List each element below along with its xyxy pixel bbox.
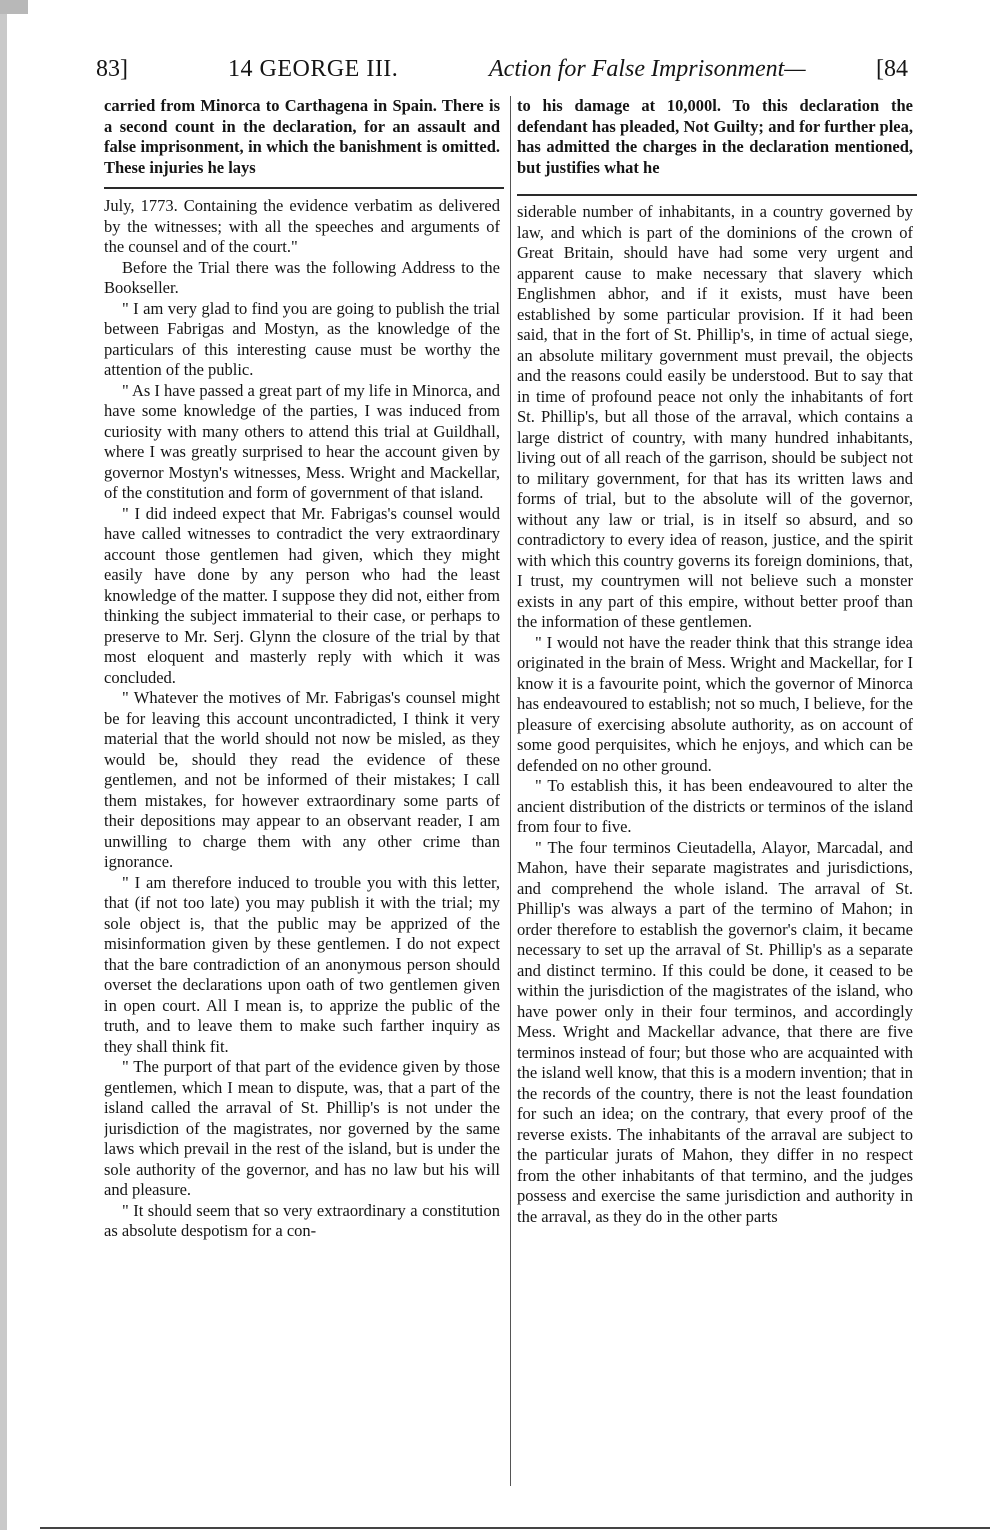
right-top-paragraph: to his damage at 10,000l. To this declaration the defendant has pleaded, Not Guilty; and for further plea, has admitted the charges in the declaration mentioned, but justifies what he xyxy=(517,96,913,177)
paragraph: Before the Trial there was the following Address to the Bookseller. xyxy=(104,257,500,297)
left-column-body xyxy=(104,196,500,1466)
column-divider xyxy=(510,96,511,1486)
paragraph: " As I have passed a great part of my life in Minorca, and have some knowledge of the parties, I was induced from curiosity with many others to attend this trial at Guildhall, where I was greatly surprised to hear the account given by governor Mostyn's witnesses, Mess. Wright and Mackellar, of the constitution and form of government of that island. xyxy=(104,380,500,502)
paragraph: " I did indeed expect that Mr. Fabrigas's counsel would have called witnesses to contradict the very extraordinary account those gentlemen had given, which they might easily have done by any person who had the least knowledge of the matter. I suppose they did not, either from thinking the subject immaterial to their case, or perhaps to preserve to Mr. Serj. Glynn the closure of the trial by that most eloquent and masterly reply with which it was concluded. xyxy=(104,503,500,687)
right-column-body xyxy=(517,202,913,1466)
right-column-top xyxy=(517,96,913,180)
scan-edge-bottom xyxy=(40,1527,990,1529)
paragraph: " Whatever the motives of Mr. Fabrigas's counsel might be for leaving this account uncontradicted, I think it very material that the world should not now be misled, as they would be, should they read the evidence of these gentlemen, and not be informed of their mistakes; I call them mistakes, for however extraordinary some parts of their depositions may appear to an observant reader, I am unwilling to charge them with any other crime than ignorance. xyxy=(104,688,500,871)
page-number-right: [84 xyxy=(876,56,908,82)
running-title: 14 GEORGE III. xyxy=(228,56,399,82)
scan-edge-left xyxy=(0,0,7,1530)
paragraph: " I am very glad to find you are going to publish the trial between Fabrigas and Mostyn, as the knowledge of the particulars of this interesting cause must be worthy the attention of the public. xyxy=(104,298,500,379)
running-head xyxy=(96,56,926,90)
left-column-top xyxy=(104,96,500,180)
paragraph: " I would not have the reader think that this strange idea originated in the brain of Mess. Wright and Mackellar, for I know it is a favourite point, which the governor of Minorca has endeavoured to establish; not so much, I believe, for the pleasure of exercising absolute authority, as on account of some good perquisites, which he enjoys, and which can be defended on no other ground. xyxy=(517,632,913,775)
paragraph: siderable number of inhabitants, in a country governed by law, and which is part of the dominions of the crown of Great Britain, should have had some very urgent and apparent cause to make necessary that slavery which Englishmen abhor, and if it exists, must have been established by some particular provision. If it had been said, that in the fort of St. Phillip's, in time of actual siege, an absolute military government must prevail, the objects and the reasons could easily be understood. But to say that in time of profound peace not only the inhabitants of fort St. Phillip's, but all those of the arraval, which contains a large district of country, with many hundred inhabitants, living out of all reach of the garrison, should be subject not to military government, for that has its written laws and forms of trial, but to the absolute will of the governor, without any law or trial, is in itself so absurd, and so contradictory to every idea of reason, justice, and the spirit with which this country governs its foreign dominions, that, I trust, my countrymen will not believe such a monster exists in any part of this empire, without better proof than the information of these gentlemen. xyxy=(517,202,913,631)
paragraph: " The four terminos Cieutadella, Alayor, Marcadal, and Mahon, have their separate magistrates and jurisdictions, and comprehend the whole island. The arraval of St. Phillip's was always a part of the termino of Mahon; in order therefore to establish the governor's claim, it became necessary to set up the arraval of St. Phillip's as a separate and distinct termino. If this could be done, it ceased to be within the jurisdiction of the magistrates of the island, who have power only in their four terminos, and accordingly Mess. Wright and Mackellar advance, that there are five terminos instead of four; but those who are acquainted with the island well know, that this is a modern invention; that in the records of the country, there is not the least foundation for such an idea; on the contrary, that every proof of the reverse exists. The inhabitants of the arraval are subject to the particular jurats of Mahon, they differ in no respect from the other inhabitants of that termino, and the judges possess and exercise the same jurisdiction and authority in the arraval, as they do in the other parts xyxy=(517,837,913,1226)
page-number-left: 83] xyxy=(96,56,128,82)
left-top-paragraph: carried from Minorca to Carthagena in Spain. There is a second count in the declaration, for an assault and false imprisonment, in which the banishment is omitted. These injuries he lays xyxy=(104,96,500,177)
running-subtitle: Action for False Imprisonment— xyxy=(489,56,806,82)
paragraph: July, 1773. Containing the evidence verbatim as delivered by the witnesses; with all the speeches and arguments of the counsel and of the court." xyxy=(104,196,500,256)
paragraph: " It should seem that so very extraordinary a constitution as absolute despotism for a con- xyxy=(104,1200,500,1240)
left-divider-rule xyxy=(104,187,504,189)
paragraph: " The purport of that part of the evidence given by those gentlemen, which I mean to dispute, was, that a part of the island called the arraval of St. Phillip's is not under the jurisdiction of the magistrates, nor governed by the same laws which prevail in the rest of the island, but is under the sole authority of the governor, and has no law but his will and pleasure. xyxy=(104,1057,500,1199)
paragraph: " To establish this, it has been endeavoured to alter the ancient distribution of the districts or terminos of the island from four to five. xyxy=(517,776,913,836)
scan-edge-top xyxy=(0,0,28,14)
paragraph: " I am therefore induced to trouble you with this letter, that (if not too late) you may publish it with the trial; my sole object is, that the public may be apprized of the misinformation given by these gentlemen. I do not expect that the bare contradiction of an anonymous person should overset the declarations upon oath of two gentlemen given in open court. All I mean is, to apprize the public of the truth, and to leave them to make such farther inquiry as they shall think fit. xyxy=(104,872,500,1056)
right-divider-rule xyxy=(517,194,917,196)
